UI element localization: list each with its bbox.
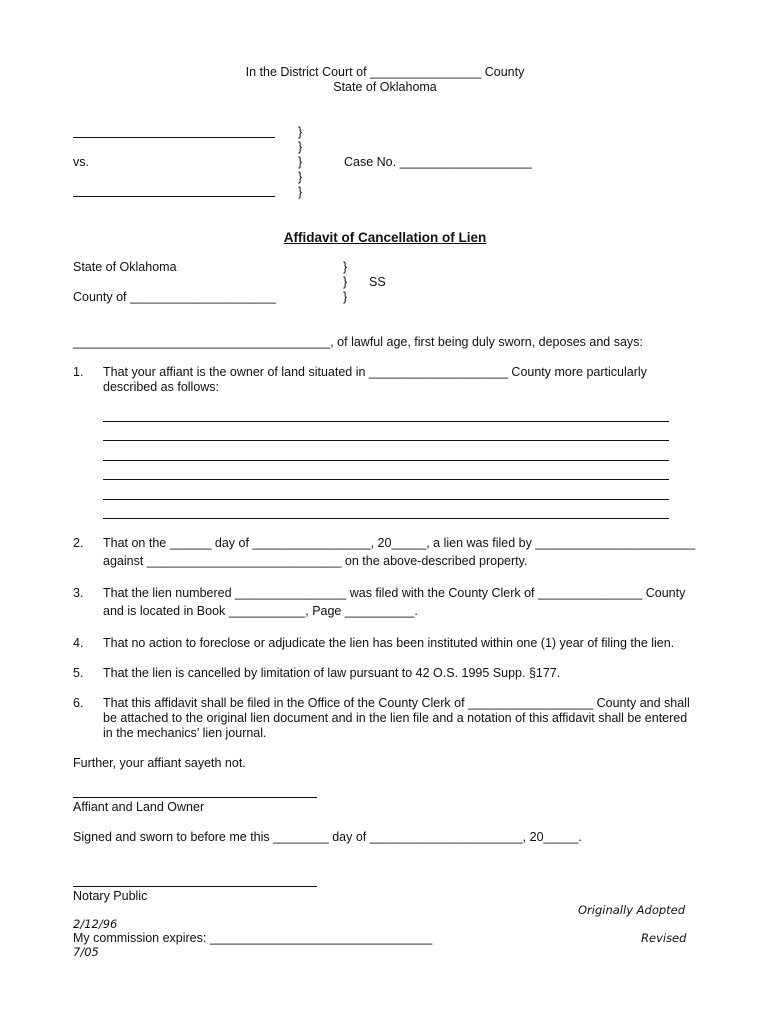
item-text: against ____________________________ on the above-described property. bbox=[103, 554, 528, 568]
item-text: That on the ______ day of _________________, 20_____, a lien was filed by _______________________ bbox=[103, 536, 696, 550]
caption-brace: } bbox=[298, 170, 303, 184]
item-text: described as follows: bbox=[103, 380, 220, 394]
venue-county: County of _____________________ bbox=[73, 290, 276, 304]
item-number: 2. bbox=[73, 536, 84, 550]
item-text: That this affidavit shall be filed in the Office of the County Clerk of __________________ County and shall bbox=[103, 696, 690, 710]
item-number: 1. bbox=[73, 365, 84, 379]
court-heading: In the District Court of ________________ County bbox=[245, 65, 525, 79]
plaintiff-line bbox=[73, 137, 275, 138]
item-text: That your affiant is the owner of land situated in ____________________ County more particularly bbox=[103, 365, 647, 379]
item-text: That the lien numbered ________________ was filed with the County Clerk of _______________ County bbox=[103, 586, 686, 600]
description-line bbox=[103, 499, 669, 500]
affiant-signature-line bbox=[73, 797, 317, 798]
item-text: That no action to foreclose or adjudicate the lien has been instituted within one (1) year of filing the lien. bbox=[103, 636, 675, 650]
item-number: 6. bbox=[73, 696, 84, 710]
sworn-statement: Signed and sworn to before me this ________ day of ______________________, 20_____. bbox=[73, 830, 582, 844]
description-line bbox=[103, 421, 669, 422]
adopted-date: 2/12/96 bbox=[73, 917, 118, 931]
venue-brace: } bbox=[343, 275, 348, 289]
description-line bbox=[103, 518, 669, 519]
caption-brace: } bbox=[298, 140, 303, 154]
venue-brace: } bbox=[343, 260, 348, 274]
item-text: in the mechanics’ lien journal. bbox=[103, 726, 267, 740]
description-line bbox=[103, 440, 669, 441]
originally-adopted-label: Originally Adopted bbox=[578, 903, 686, 917]
item-number: 5. bbox=[73, 666, 84, 680]
notary-signature-line bbox=[73, 886, 317, 887]
item-text: That the lien is cancelled by limitation of law pursuant to 42 O.S. 1995 Supp. §177. bbox=[103, 666, 561, 680]
document-title: Affidavit of Cancellation of Lien bbox=[283, 230, 487, 245]
venue-state: State of Oklahoma bbox=[73, 260, 177, 274]
caption-brace: } bbox=[298, 155, 303, 169]
ss-label: SS bbox=[369, 275, 386, 289]
versus-label: vs. bbox=[73, 155, 89, 169]
commission-expires: My commission expires: ________________________________ bbox=[73, 931, 433, 945]
state-heading: State of Oklahoma bbox=[333, 80, 437, 94]
venue-brace: } bbox=[343, 290, 348, 304]
description-line bbox=[103, 479, 669, 480]
defendant-line bbox=[73, 196, 275, 197]
caption-brace: } bbox=[298, 185, 303, 199]
item-number: 4. bbox=[73, 636, 84, 650]
revised-date: 7/05 bbox=[73, 945, 99, 959]
intro-statement: _____________________________________, of lawful age, first being duly sworn, deposes and says: bbox=[73, 335, 643, 349]
revised-label: Revised bbox=[641, 931, 687, 945]
notary-label: Notary Public bbox=[73, 889, 148, 903]
description-line bbox=[103, 460, 669, 461]
item-text: be attached to the original lien document and in the lien file and a notation of this affidavit shall be entered bbox=[103, 711, 688, 725]
case-number-label: Case No. ___________________ bbox=[344, 155, 532, 169]
item-text: and is located in Book ___________, Page __________. bbox=[103, 604, 418, 618]
closing-statement: Further, your affiant sayeth not. bbox=[73, 756, 246, 770]
affiant-label: Affiant and Land Owner bbox=[73, 800, 205, 814]
caption-brace: } bbox=[298, 125, 303, 139]
item-number: 3. bbox=[73, 586, 84, 600]
